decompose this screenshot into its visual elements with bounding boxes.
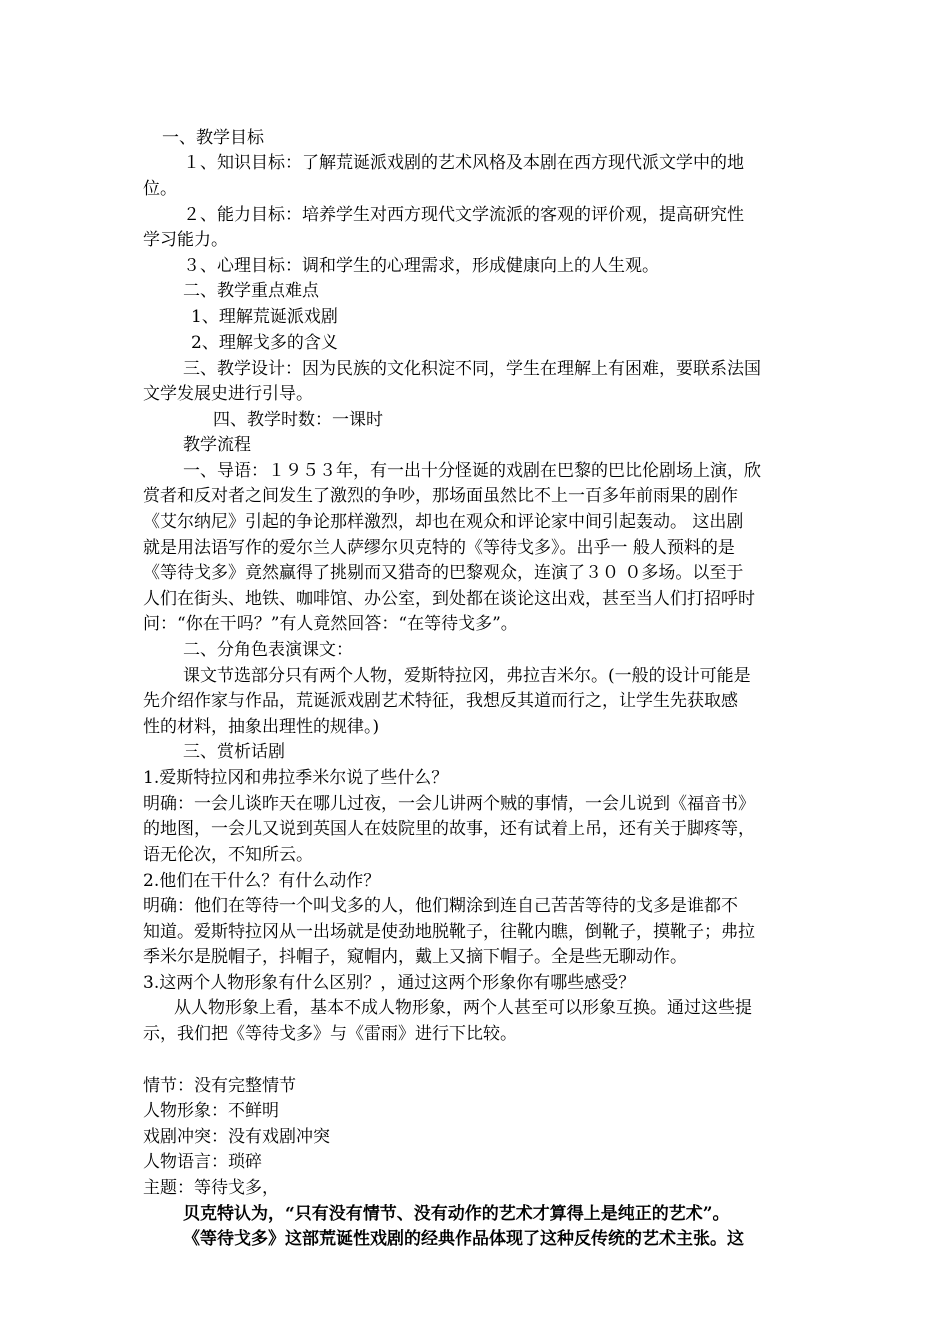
paragraph-line: 人们在街头、地铁、咖啡馆、办公室，到处都在谈论这出戏，甚至当人们打招呼时 xyxy=(143,589,755,609)
comparison-line: 戏剧冲突：没有戏剧冲突 xyxy=(143,1127,330,1147)
comparison-line: 情节：没有完整情节 xyxy=(143,1076,296,1096)
paragraph-line: 知道。爱斯特拉冈从一出场就是使劲地脱靴子，往靴内瞧，倒靴子，摸靴子；弗拉 xyxy=(143,922,755,942)
bold-paragraph-line: 《等待戈多》这部荒诞性戏剧的经典作品体现了这种反传统的艺术主张。这 xyxy=(183,1229,744,1249)
bold-paragraph-line: 贝克特认为，“只有没有情节、没有动作的艺术才算得上是纯正的艺术”。 xyxy=(183,1204,730,1224)
paragraph-line: 一、导语：１９５３年，有一出十分怪诞的戏剧在巴黎的巴比伦剧场上演，欣 xyxy=(183,461,761,481)
paragraph-line: 先介绍作家与作品，荒诞派戏剧艺术特征，我想反其道而行之，让学生先获取感 xyxy=(143,691,738,711)
paragraph-line: 文学发展史进行引导。 xyxy=(143,384,313,404)
paragraph-line: １、知识目标：了解荒诞派戏剧的艺术风格及本剧在西方现代派文学中的地 xyxy=(183,153,744,173)
paragraph-line: 从人物形象上看，基本不成人物形象，两个人甚至可以形象互换。通过这些提 xyxy=(174,998,752,1018)
paragraph-line: 问：“你在干吗？”有人竟然回答：“在等待戈多”。 xyxy=(143,614,518,634)
paragraph-line: 性的材料，抽象出理性的规律。) xyxy=(143,717,380,737)
paragraph-line: 明确：一会儿谈昨天在哪儿过夜，一会儿讲两个贼的事情，一会儿说到《福音书》 xyxy=(143,794,755,814)
section-heading-roleplay: 二、分角色表演课文： xyxy=(183,640,353,660)
section-heading-teaching-goals: 一、教学目标 xyxy=(162,128,264,148)
question-line: 1.爱斯特拉冈和弗拉季米尔说了些什么？ xyxy=(143,768,449,788)
paragraph-line: 的地图，一会儿又说到英国人在妓院里的故事，还有试着上吊，还有关于脚疼等， xyxy=(143,819,755,839)
comparison-line: 主题：等待戈多， xyxy=(143,1178,279,1198)
paragraph-line: 明确：他们在等待一个叫戈多的人，他们糊涂到连自己苦苦等待的戈多是谁都不 xyxy=(143,896,738,916)
paragraph-line: 示，我们把《等待戈多》与《雷雨》进行下比较。 xyxy=(143,1024,517,1044)
question-line: 2.他们在干什么？有什么动作？ xyxy=(143,871,381,891)
paragraph-line: 季米尔是脱帽子，抖帽子，窥帽内，戴上又摘下帽子。全是些无聊动作。 xyxy=(143,947,687,967)
list-item: 1、理解荒诞派戏剧 xyxy=(191,307,338,327)
section-heading-flow: 教学流程 xyxy=(183,435,251,455)
section-heading-hours: 四、教学时数：一课时 xyxy=(213,410,383,430)
paragraph-line: 《等待戈多》竟然赢得了挑剔而又猎奇的巴黎观众，连演了３０ ０多场。以至于 xyxy=(143,563,744,583)
comparison-line: 人物语言：琐碎 xyxy=(143,1152,262,1172)
question-line: 3.这两个人物形象有什么区别？，通过这两个形象你有哪些感受？ xyxy=(143,973,636,993)
paragraph-line: 《艾尔纳尼》引起的争论那样激烈，却也在观众和评论家中间引起轰动。 这出剧 xyxy=(143,512,744,532)
paragraph-line: 学习能力。 xyxy=(143,230,228,250)
comparison-line: 人物形象：不鲜明 xyxy=(143,1101,279,1121)
paragraph-line: ３、心理目标：调和学生的心理需求，形成健康向上的人生观。 xyxy=(183,256,659,276)
paragraph-line: 赏者和反对者之间发生了激烈的争吵，那场面虽然比不上一百多年前雨果的剧作 xyxy=(143,486,738,506)
section-heading-design: 三、教学设计：因为民族的文化积淀不同，学生在理解上有困难，要联系法国 xyxy=(183,359,761,379)
paragraph-line: 课文节选部分只有两个人物，爱斯特拉冈，弗拉吉米尔。(一般的设计可能是 xyxy=(183,666,751,686)
list-item: 2、理解戈多的含义 xyxy=(191,333,338,353)
paragraph-line: 语无伦次，不知所云。 xyxy=(143,845,313,865)
paragraph-line: 位。 xyxy=(143,179,177,199)
section-heading-key-points: 二、教学重点难点 xyxy=(183,281,319,301)
section-heading-appreciation: 三、赏析话剧 xyxy=(183,742,285,762)
paragraph-line: ２、能力目标：培养学生对西方现代文学流派的客观的评价观，提高研究性 xyxy=(183,205,744,225)
paragraph-line: 就是用法语写作的爱尔兰人萨缪尔贝克特的《等待戈多》。出乎一 般人预料的是 xyxy=(143,538,735,558)
